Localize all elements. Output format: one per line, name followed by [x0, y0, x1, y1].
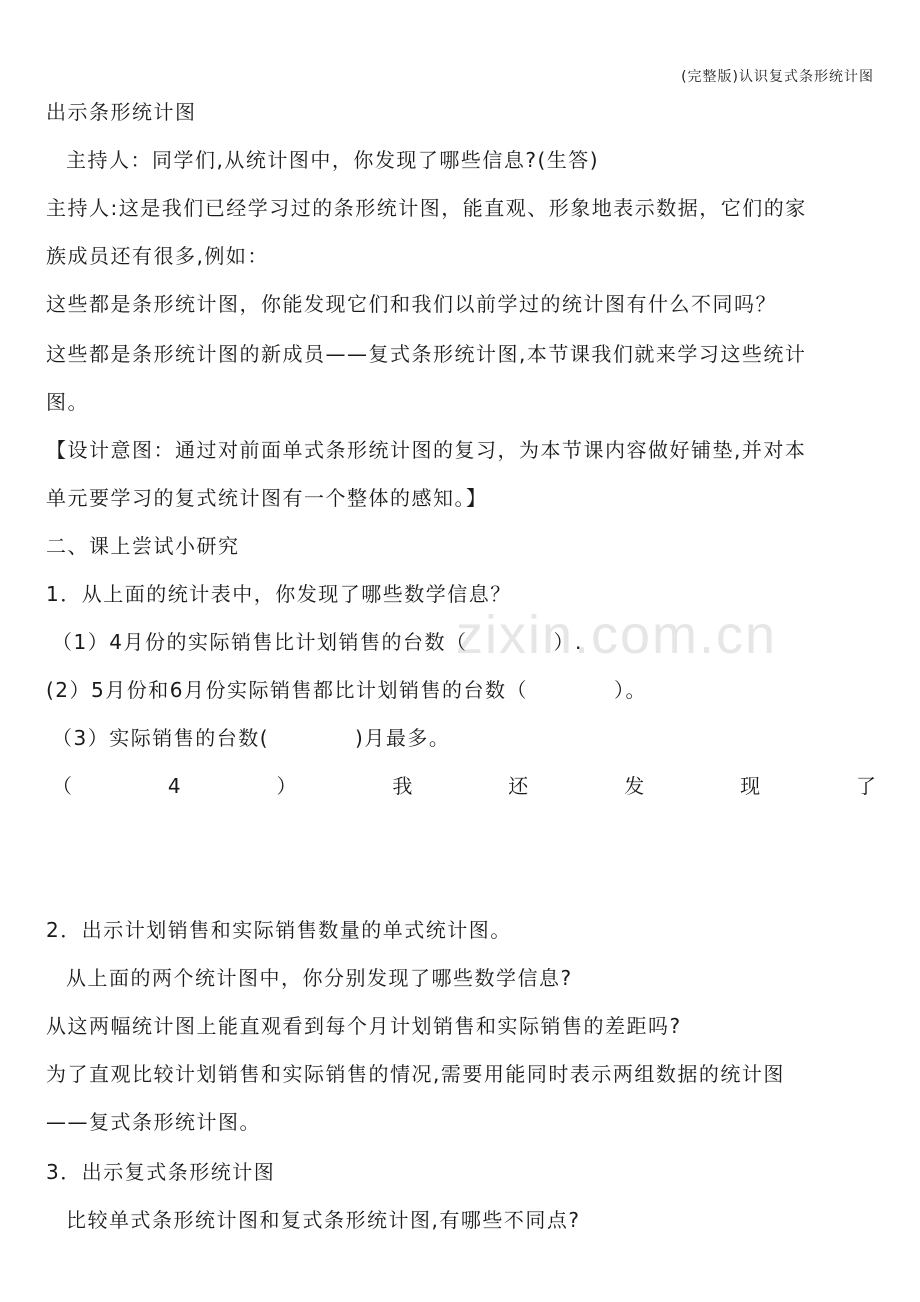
text-line: 【设计意图：通过对前面单式条形统计图的复习，为本节课内容做好铺垫,并对本 [46, 438, 807, 462]
spread-char: 还 [508, 774, 529, 798]
text-line: 主持人：同学们,从统计图中，你发现了哪些信息?(生答) [66, 148, 600, 172]
text-line: 比较单式条形统计图和复式条形统计图,有哪些不同点? [66, 1208, 581, 1232]
question-heading: 3．出示复式条形统计图 [46, 1160, 276, 1184]
text-line: 从上面的两个统计图中，你分别发现了哪些数学信息? [66, 966, 573, 990]
text-line: 单元要学习的复式统计图有一个整体的感知。】 [46, 486, 488, 510]
text-line: 出示条形统计图 [46, 100, 197, 124]
question-heading: 2．出示计划销售和实际销售数量的单式统计图。 [46, 918, 512, 942]
text-line: 从这两幅统计图上能直观看到每个月计划销售和实际销售的差距吗? [46, 1014, 682, 1038]
document-header: (完整版)认识复式条形统计图 [681, 69, 874, 85]
text-line: 这些都是条形统计图的新成员——复式条形统计图,本节课我们就来学习这些统计 [46, 342, 807, 366]
question-item: （1）4月份的实际销售比计划销售的台数（ ）. [52, 630, 583, 654]
text-line: ——复式条形统计图。 [46, 1110, 261, 1134]
text-line: 这些都是条形统计图，你能发现它们和我们以前学过的统计图有什么不同吗？ [46, 292, 777, 316]
text-line: 图。 [46, 390, 89, 414]
spread-char: （ [52, 774, 72, 798]
spread-char: 发 [624, 774, 645, 798]
question-item: （3）实际销售的台数( )月最多。 [52, 726, 451, 750]
spread-char: 现 [740, 774, 761, 798]
spread-char: 4 [167, 774, 181, 798]
question-item: (2）5月份和6月份实际销售都比计划销售的台数（ ）。 [46, 678, 647, 702]
watermark: zixin.com.cn [456, 605, 778, 665]
spread-char: 我 [392, 774, 413, 798]
spread-char: ） [276, 774, 297, 798]
section-heading: 二、课上尝试小研究 [46, 534, 240, 558]
text-line: 主持人:这是我们已经学习过的条形统计图，能直观、形象地表示数据，它们的家 [46, 196, 807, 220]
question-item-spread [52, 772, 876, 800]
question-heading: 1．从上面的统计表中，你发现了哪些数学信息？ [46, 582, 512, 606]
spread-char: 了 [855, 774, 876, 798]
text-line: 族成员还有很多,例如： [46, 244, 269, 268]
text-line: 为了直观比较计划销售和实际销售的情况,需要用能同时表示两组数据的统计图 [46, 1062, 785, 1086]
